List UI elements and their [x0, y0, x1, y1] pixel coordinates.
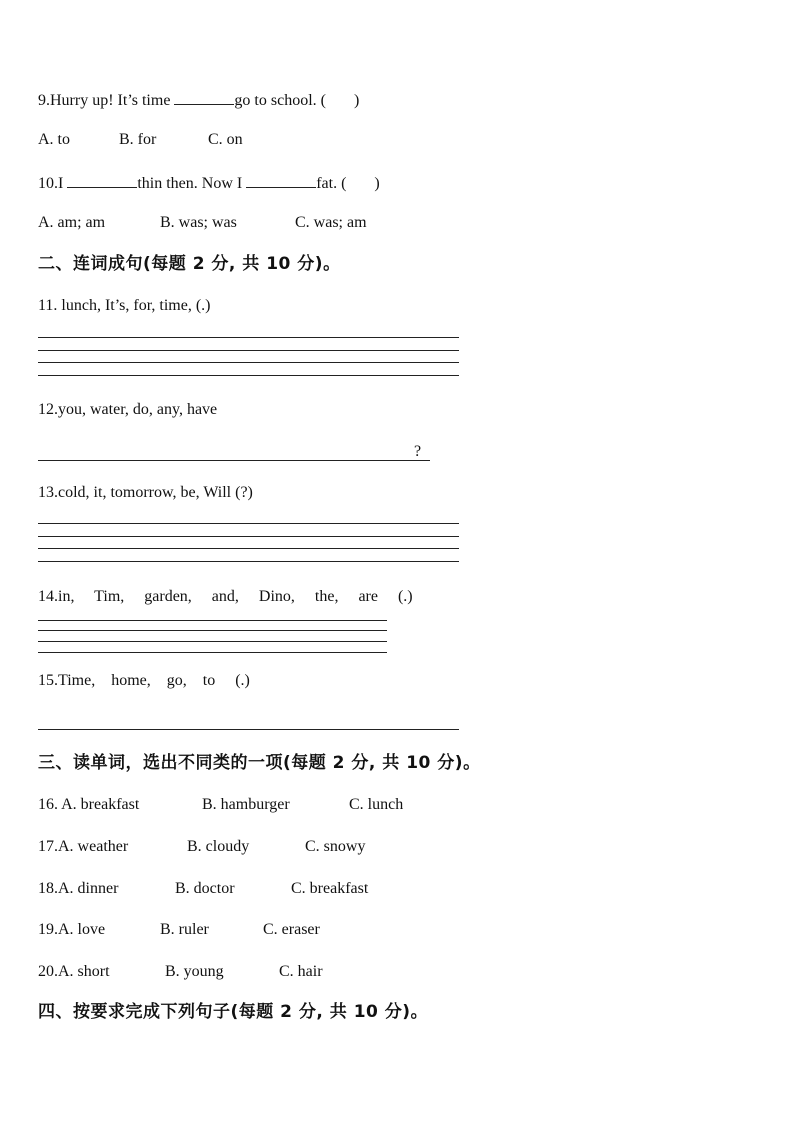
- section-4-heading: 四、按要求完成下列句子(每题 2 分, 共 10 分)。: [38, 1002, 429, 1022]
- question-9-option-a: A. to: [38, 131, 70, 148]
- question-16-option-b: B. hamburger: [202, 796, 290, 813]
- question-20: [38, 962, 110, 982]
- question-13: 13.cold, it, tomorrow, be, Will (?): [38, 484, 253, 501]
- question-9-stem: 9.Hurry up! It’s time: [38, 92, 175, 109]
- question-12: 12.you, water, do, any, have: [38, 401, 218, 418]
- question-10-stem-mid: thin then. Now I: [137, 175, 247, 192]
- option-a: A. breakfast: [61, 796, 140, 813]
- section-3-heading: 三、读单词，选出不同类的一项(每题 2 分, 共 10 分)。: [38, 753, 481, 773]
- answer-blank[interactable]: [174, 88, 234, 105]
- question-19-option-b: B. ruler: [160, 921, 209, 938]
- question-16-option-c: C. lunch: [349, 796, 404, 813]
- question-11: 11. lunch, It’s, for, time, (.): [38, 297, 211, 314]
- question-number: 17.: [38, 838, 58, 855]
- question-10-stem: 10.I: [38, 175, 68, 192]
- section-2-heading: 二、连词成句(每题 2 分, 共 10 分)。: [38, 254, 341, 274]
- option-a: A. dinner: [58, 880, 119, 897]
- question-10-option-a: A. am; am: [38, 214, 106, 231]
- question-17-option-b: B. cloudy: [187, 838, 250, 855]
- question-20-option-c: C. hair: [279, 963, 323, 980]
- question-9-option-c: C. on: [208, 131, 243, 148]
- option-a: A. love: [58, 921, 106, 938]
- question-number: 19.: [38, 921, 58, 938]
- question-17-option-c: C. snowy: [305, 838, 366, 855]
- question-mark: ?: [414, 443, 422, 460]
- option-a: A. short: [58, 963, 110, 980]
- answer-line[interactable]: [38, 729, 459, 730]
- question-19-option-c: C. eraser: [263, 921, 320, 938]
- answer-line[interactable]: [38, 460, 430, 461]
- question-10: [38, 171, 380, 194]
- question-number: 20.: [38, 963, 58, 980]
- question-17: [38, 837, 128, 857]
- question-19: [38, 920, 105, 940]
- question-10-option-c: C. was; am: [295, 214, 367, 231]
- answer-blank[interactable]: [246, 171, 316, 188]
- question-18-option-c: C. breakfast: [291, 880, 369, 897]
- question-15: 15.Time, home, go, to (.): [38, 672, 250, 689]
- question-18: [38, 879, 118, 899]
- question-number: 18.: [38, 880, 58, 897]
- question-10-stem-end: fat. ( ): [316, 175, 380, 192]
- question-20-option-b: B. young: [165, 963, 224, 980]
- question-10-option-b: B. was; was: [160, 214, 237, 231]
- question-9-stem-end: go to school. ( ): [234, 92, 360, 109]
- question-9-option-b: B. for: [119, 131, 157, 148]
- question-18-option-b: B. doctor: [175, 880, 235, 897]
- question-9: [38, 88, 359, 111]
- question-number: 16.: [38, 796, 62, 813]
- question-14: 14.in, Tim, garden, and, Dino, the, are (.): [38, 588, 413, 605]
- answer-blank[interactable]: [67, 171, 137, 188]
- question-16: [38, 795, 139, 815]
- option-a: A. weather: [58, 838, 129, 855]
